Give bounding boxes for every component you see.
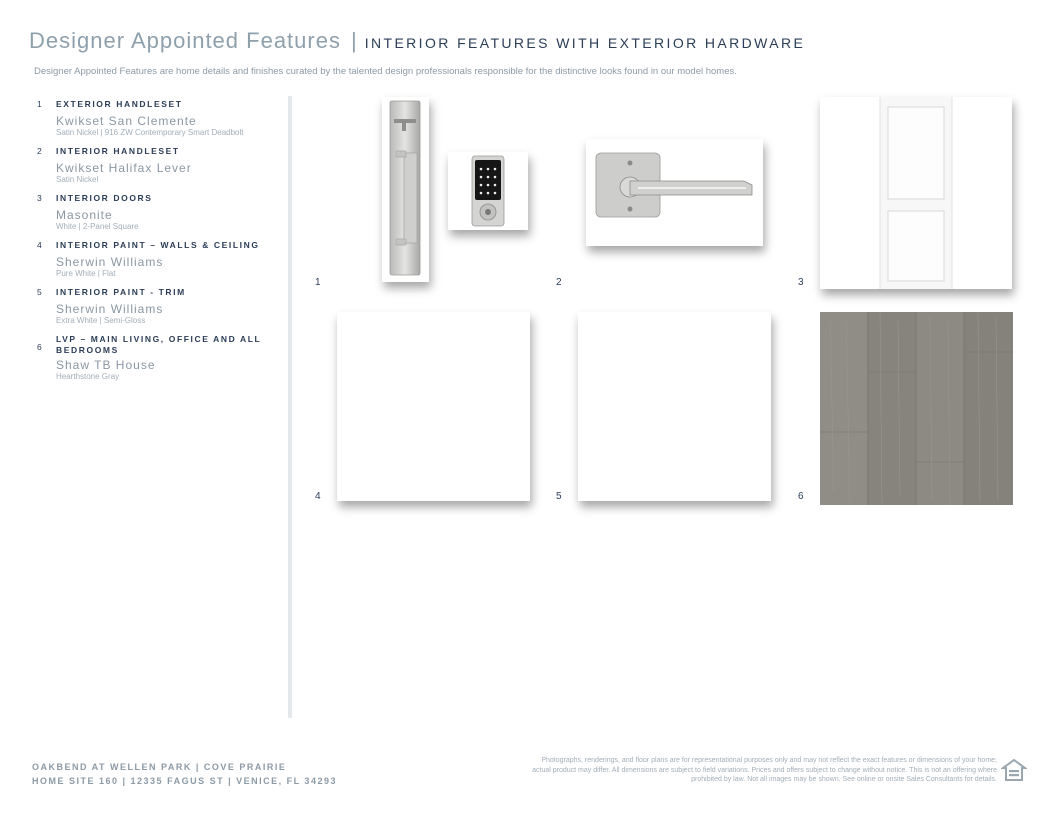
feature-category: INTERIOR DOORS (56, 193, 153, 203)
feature-name: Sherwin Williams (56, 302, 164, 316)
feature-number: 2 (37, 146, 42, 156)
feature-number: 1 (37, 99, 42, 109)
feature-number: 4 (37, 240, 42, 250)
feature-detail: Pure White | Flat (56, 269, 116, 278)
feature-detail: Satin Nickel (56, 175, 99, 184)
feature-number: 5 (37, 287, 42, 297)
feature-name: Shaw TB House (56, 358, 156, 372)
home-site-address: HOME SITE 160 | 12335 FAGUS ST | VENICE, FL 34293 (32, 776, 337, 786)
lvp-flooring-image (820, 312, 1013, 505)
photo-label-4: 4 (315, 491, 321, 502)
equal-housing-icon (1001, 758, 1027, 789)
feature-name: Kwikset Halifax Lever (56, 161, 192, 175)
page-title: Designer Appointed Features (29, 28, 341, 53)
feature-category: EXTERIOR HANDLESET (56, 99, 183, 109)
divider-line (288, 96, 292, 718)
intro-text: Designer Appointed Features are home details and finishes curated by the talented design professionals responsible for the distinctive looks found in our model homes. (34, 66, 737, 77)
community-name: OAKBEND AT WELLEN PARK | COVE PRAIRIE (32, 762, 287, 772)
smart-deadbolt-image (448, 152, 528, 230)
feature-category: INTERIOR PAINT – WALLS & CEILING (56, 240, 260, 250)
feature-item (34, 287, 274, 326)
photo-label-2: 2 (556, 277, 562, 288)
title-separator: | (350, 28, 357, 53)
interior-lever-image (586, 139, 763, 246)
photo-label-6: 6 (798, 491, 804, 502)
photo-label-1: 1 (315, 277, 321, 288)
feature-item (34, 146, 274, 185)
feature-item (34, 334, 274, 382)
photo-label-5: 5 (556, 491, 562, 502)
feature-name: Sherwin Williams (56, 255, 164, 269)
interior-door-image (820, 97, 1012, 289)
feature-name: Masonite (56, 208, 113, 222)
feature-number: 3 (37, 193, 42, 203)
feature-item (34, 193, 274, 232)
feature-name: Kwikset San Clemente (56, 114, 197, 128)
photo-label-3: 3 (798, 277, 804, 288)
feature-list (34, 99, 274, 390)
handleset-photo (382, 97, 429, 282)
footer-address-block (32, 760, 337, 788)
flooring-photo (820, 312, 1013, 505)
page-subtitle: INTERIOR FEATURES WITH EXTERIOR HARDWARE (364, 35, 806, 51)
feature-item (34, 99, 274, 138)
door-photo (820, 97, 1012, 289)
paint-swatch-pure-white (337, 312, 530, 501)
page-header (29, 28, 805, 54)
feature-category: LVP – MAIN LIVING, OFFICE AND ALL BEDROOMS (56, 334, 262, 355)
feature-detail: Hearthstone Gray (56, 372, 120, 381)
feature-detail: White | 2-Panel Square (56, 222, 139, 231)
feature-number: 6 (37, 342, 42, 352)
paint-swatch-extra-white (578, 312, 771, 501)
feature-detail: Extra White | Semi-Gloss (56, 316, 146, 325)
feature-category: INTERIOR PAINT - TRIM (56, 287, 186, 297)
feature-detail: Satin Nickel | 916 ZW Contemporary Smart Deadbolt (56, 128, 244, 137)
exterior-handleset-image (382, 97, 429, 282)
deadbolt-photo (448, 152, 528, 230)
feature-category: INTERIOR HANDLESET (56, 146, 180, 156)
disclaimer-text: Photographs, renderings, and floor plans are for representational purposes only and may not reflect the exact features or dimensions of your home; actual product may differ. All dimensions are subject to field variations. Prices and offers subject to change without notice. This is not an offering where prohibited by law. Not all images may be shown. See online or onsite Sales Consultants for details. (532, 757, 997, 783)
feature-item (34, 240, 274, 279)
lever-photo (586, 139, 763, 246)
